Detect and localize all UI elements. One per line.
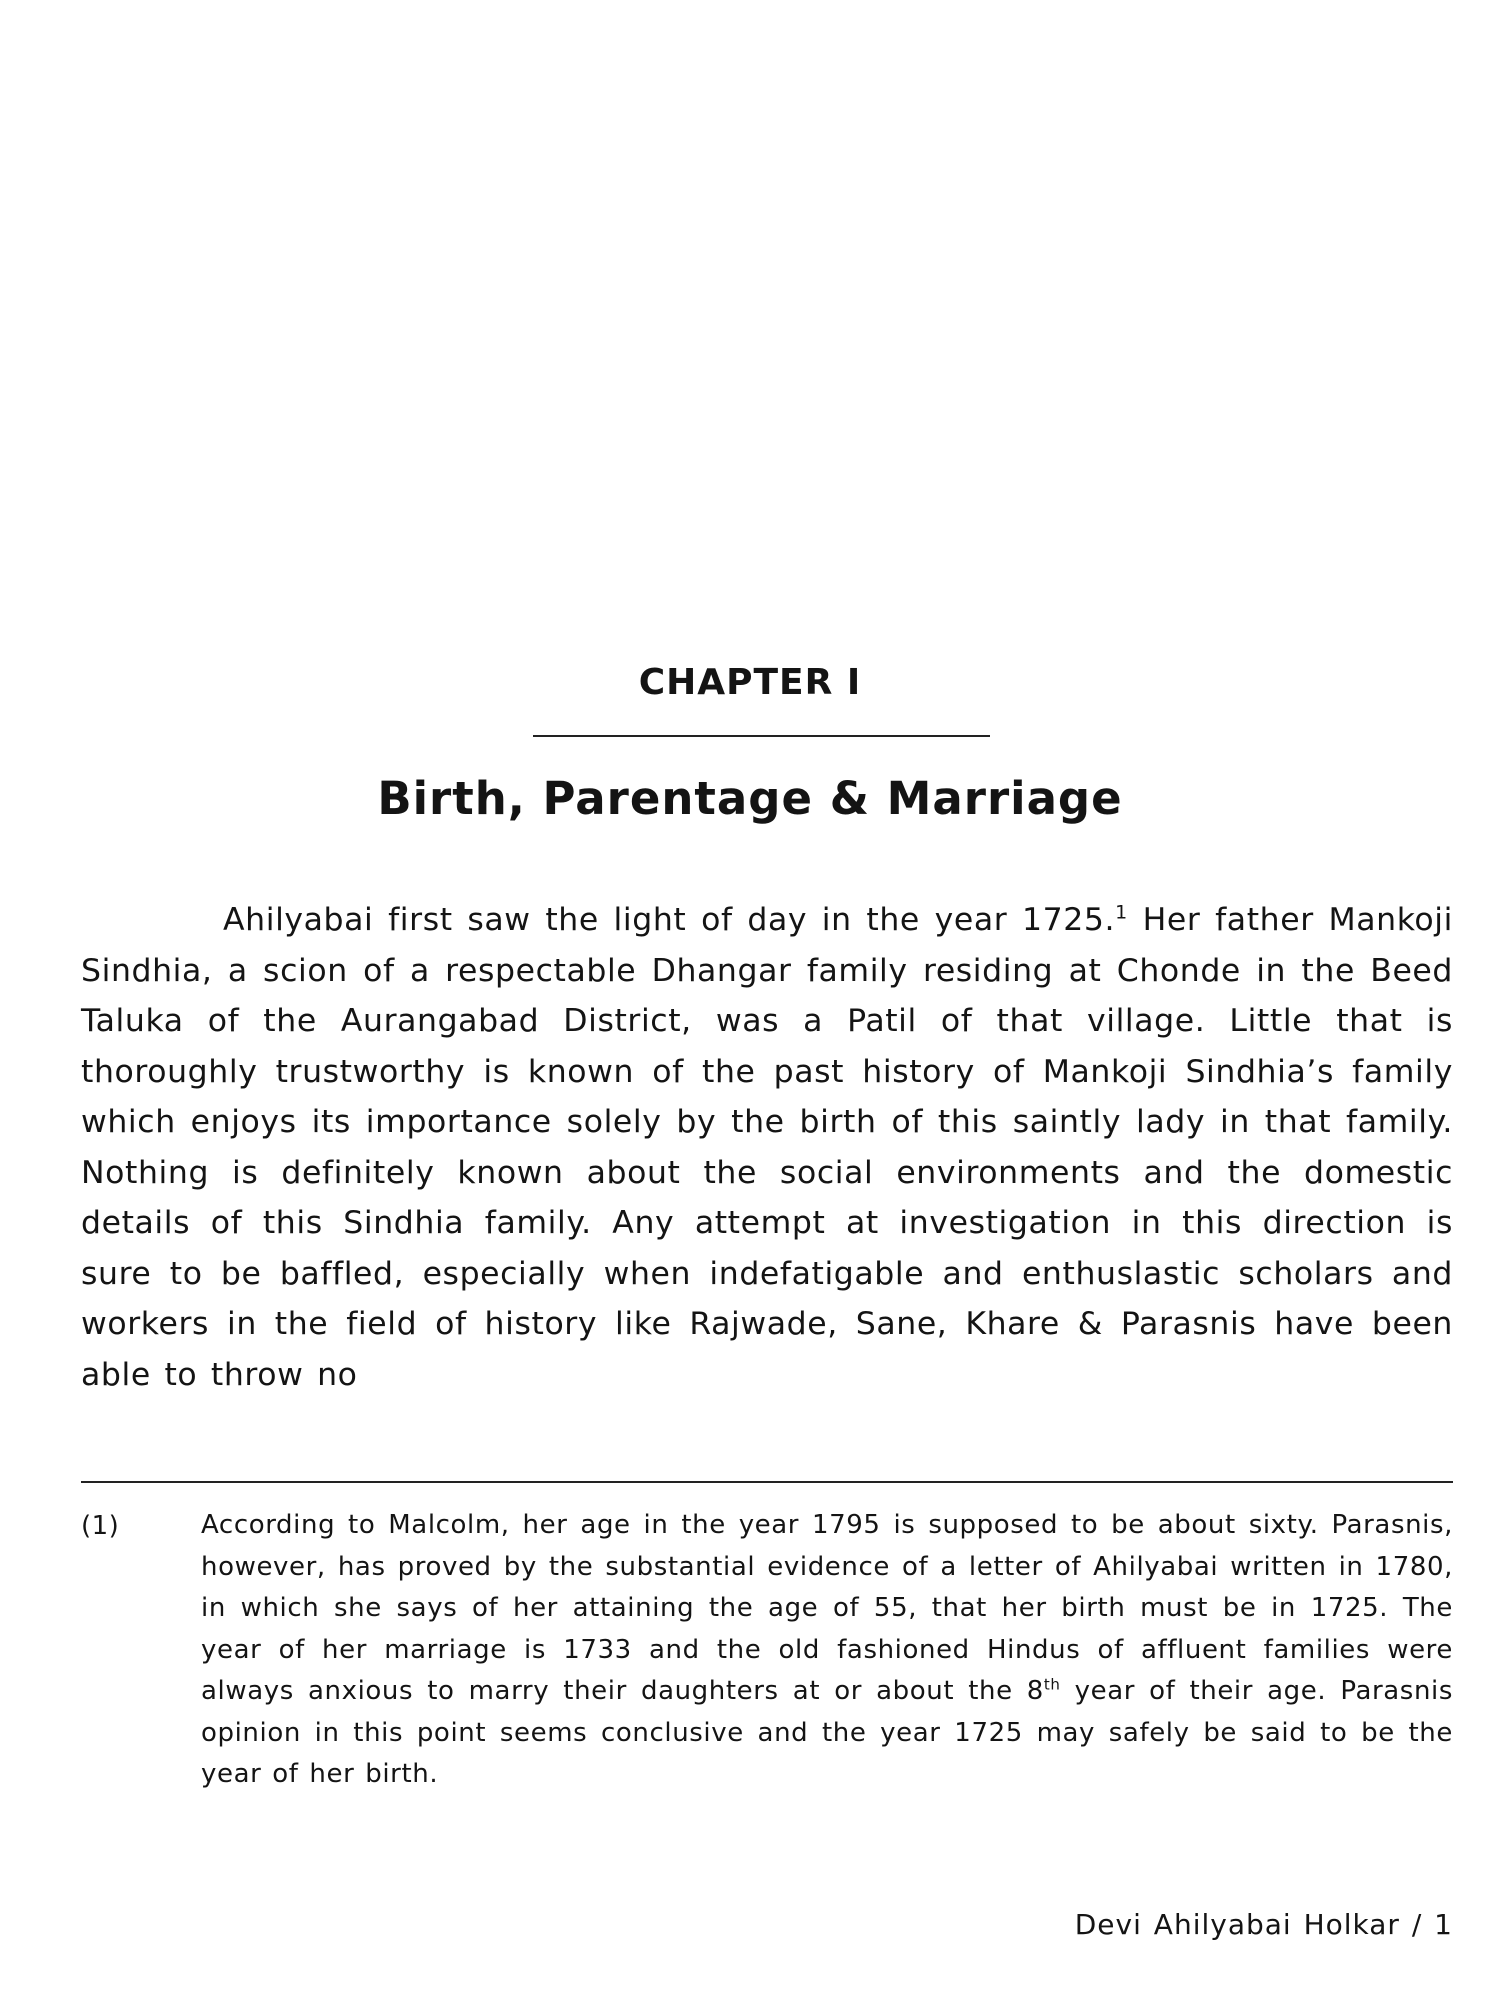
running-footer: Devi Ahilyabai Holkar / 1 [1074, 1908, 1453, 1941]
footnote-text [201, 1505, 1453, 1796]
chapter-label: CHAPTER I [638, 662, 862, 703]
footnote-divider [81, 1481, 1453, 1483]
footnote-reference: 1 [1115, 901, 1128, 924]
body-paragraph [81, 895, 1453, 1400]
body-text-part-1: Ahilyabai first saw the light of day in the year 1725. [223, 902, 1116, 938]
footnote-text-part-1: According to Malcolm, her age in the year 1795 is supposed to be about sixty. Parasnis, however, has proved by the substantial evidence of a letter of Ahilyabai written in 1780, in which she says of her attaining the age of 55, that her birth must be in 1725. The year of her marriage is 1733 and the old fashioned Hindus of affluent families were always anxious to marry their daughters at or about the 8 [201, 1510, 1453, 1706]
footnote [81, 1505, 1453, 1796]
footnote-marker: (1) [81, 1511, 120, 1541]
chapter-title: Birth, Parentage & Marriage [377, 772, 1123, 825]
body-text-part-2: Her father Mankoji Sindhia, a scion of a respectable Dhangar family residing at Chonde in the Beed Taluka of the Aurangabad District, was a Patil of that village. Little that is thoroughly trustworthy is known of the past history of Mankoji Sindhia’s family which enjoys its importance solely by the birth of this saintly lady in that family. Nothing is definitely known about the social environments and the domestic details of this Sindhia family. Any attempt at investigation in this direction is sure to be baffled, especially when indefatigable and enthuslastic scholars and workers in the field of history like Rajwade, Sane, Khare & Parasnis have been able to throw no [81, 902, 1453, 1393]
chapter-title-divider [533, 735, 990, 737]
footnote-text-part-2: year of their age. Parasnis opinion in this point seems conclusive and the year 1725 may safely be said to be the year of her birth. [201, 1676, 1453, 1789]
footnote-ordinal-suffix: th [1043, 1675, 1061, 1694]
